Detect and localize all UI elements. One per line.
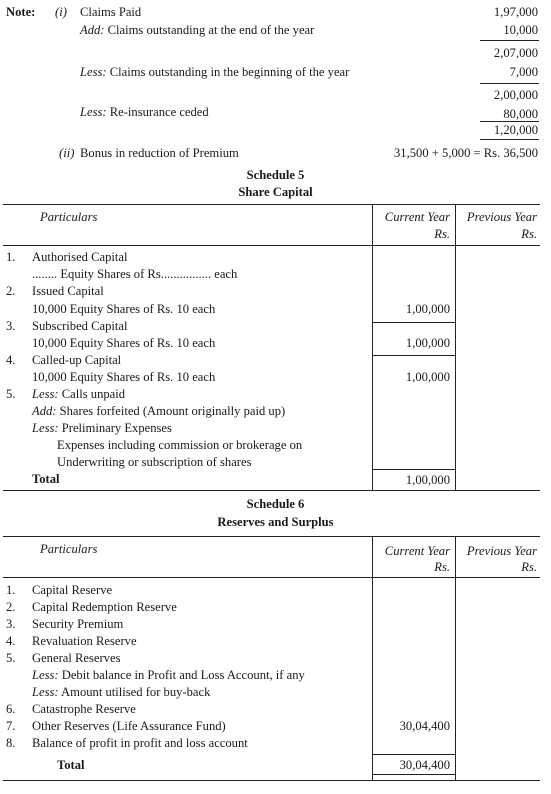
- row-amount: 1,00,000: [405, 336, 450, 350]
- row-amount: 1,00,000: [405, 370, 450, 384]
- header-previous-year: Previous Year: [466, 544, 537, 558]
- note-line-text: Claims Paid: [80, 5, 142, 19]
- table-top-rule: [3, 536, 540, 537]
- note-line-amount: 1,97,000: [493, 5, 538, 19]
- column-divider: [455, 204, 456, 491]
- header-current-year: Current Year: [384, 210, 450, 224]
- header-previous-unit: Rs.: [521, 560, 537, 574]
- note-part2-roman: (ii): [59, 146, 75, 160]
- note-part2-text: Bonus in reduction of Premium: [80, 146, 239, 160]
- header-rule: [3, 577, 540, 578]
- rule: [372, 322, 455, 323]
- row-number: 8.: [6, 736, 16, 750]
- row-amount: 1,00,000: [405, 302, 450, 316]
- row-number: 1.: [6, 250, 16, 264]
- row-number: 2.: [6, 600, 16, 614]
- header-current-year: Current Year: [384, 544, 450, 558]
- row-number: 2.: [6, 284, 16, 298]
- row-text: ........ Equity Shares of Rs................ each: [32, 267, 238, 281]
- column-divider: [372, 204, 373, 491]
- row-text: 10,000 Equity Shares of Rs. 10 each: [32, 302, 216, 316]
- schedule6-title: Schedule 6: [246, 497, 305, 511]
- row-text: General Reserves: [32, 651, 121, 665]
- row-number: 1.: [6, 583, 16, 597]
- row-text: Other Reserves (Life Assurance Fund): [32, 719, 226, 733]
- row-text: Add: Shares forfeited (Amount originally paid up): [32, 404, 286, 418]
- row-text: 10,000 Equity Shares of Rs. 10 each: [32, 370, 216, 384]
- row-text: Capital Reserve: [32, 583, 113, 597]
- schedule6-subtitle: Reserves and Surplus: [217, 515, 334, 529]
- row-number: 4.: [6, 353, 16, 367]
- total-label: Total: [57, 758, 85, 772]
- note-line-amount: 10,000: [503, 23, 538, 37]
- row-text: Authorised Capital: [32, 250, 128, 264]
- note-part1-roman: (i): [55, 5, 67, 19]
- rule: [372, 355, 455, 356]
- rule: [480, 121, 539, 122]
- rule: [480, 139, 539, 140]
- row-text: Less: Debit balance in Profit and Loss Account, if any: [32, 668, 305, 682]
- row-text: Capital Redemption Reserve: [32, 600, 177, 614]
- total-amount: 1,00,000: [405, 473, 450, 487]
- note-line-text: Less: Re-insurance ceded: [80, 105, 209, 119]
- note-line-text: Less: Claims outstanding in the beginning of the year: [80, 65, 350, 79]
- row-text: Balance of profit in profit and loss account: [32, 736, 248, 750]
- note-label: Note:: [6, 5, 36, 19]
- row-text: 10,000 Equity Shares of Rs. 10 each: [32, 336, 216, 350]
- note-line-amount: 80,000: [503, 107, 538, 121]
- schedule5-subtitle: Share Capital: [238, 185, 313, 199]
- row-number: 4.: [6, 634, 16, 648]
- table-top-rule: [3, 204, 540, 205]
- rule: [372, 469, 455, 470]
- note-line-amount: 2,00,000: [493, 88, 538, 102]
- rule: [372, 774, 455, 775]
- header-previous-unit: Rs.: [521, 227, 537, 241]
- note-line-text: Add: Claims outstanding at the end of the year: [80, 23, 315, 37]
- note-line-amount: 7,000: [509, 65, 538, 79]
- rule: [480, 40, 539, 41]
- row-number: 5.: [6, 651, 16, 665]
- rule: [480, 83, 539, 84]
- total-amount: 30,04,400: [399, 758, 450, 772]
- row-number: 5.: [6, 387, 16, 401]
- row-text: Subscribed Capital: [32, 319, 128, 333]
- row-number: 3.: [6, 617, 16, 631]
- header-current-unit: Rs.: [434, 560, 450, 574]
- note-part2-calc: 31,500 + 5,000 = Rs. 36,500: [394, 146, 538, 160]
- header-particulars: Particulars: [40, 210, 98, 224]
- row-text: Issued Capital: [32, 284, 104, 298]
- row-text: Expenses including commission or brokerage on: [57, 438, 303, 452]
- row-number: 6.: [6, 702, 16, 716]
- row-amount: 30,04,400: [399, 719, 450, 733]
- header-particulars: Particulars: [40, 542, 98, 556]
- row-number: 7.: [6, 719, 16, 733]
- row-text: Less: Preliminary Expenses: [32, 421, 172, 435]
- table-bottom-rule: [3, 490, 540, 491]
- header-current-unit: Rs.: [434, 227, 450, 241]
- schedule5-title: Schedule 5: [246, 168, 305, 182]
- table-bottom-rule: [3, 780, 540, 781]
- rule: [372, 754, 455, 755]
- note-line-amount: 1,20,000: [493, 123, 538, 137]
- row-text: Less: Calls unpaid: [32, 387, 126, 401]
- row-text: Security Premium: [32, 617, 124, 631]
- row-text: Less: Amount utilised for buy-back: [32, 685, 211, 699]
- row-text: Catastrophe Reserve: [32, 702, 136, 716]
- row-text: Underwriting or subscription of shares: [57, 455, 252, 469]
- header-rule: [3, 245, 540, 246]
- note-line-amount: 2,07,000: [493, 46, 538, 60]
- column-divider: [455, 536, 456, 781]
- row-number: 3.: [6, 319, 16, 333]
- total-label: Total: [32, 472, 60, 486]
- row-text: Revaluation Reserve: [32, 634, 137, 648]
- header-previous-year: Previous Year: [466, 210, 537, 224]
- row-text: Called-up Capital: [32, 353, 122, 367]
- column-divider: [372, 536, 373, 781]
